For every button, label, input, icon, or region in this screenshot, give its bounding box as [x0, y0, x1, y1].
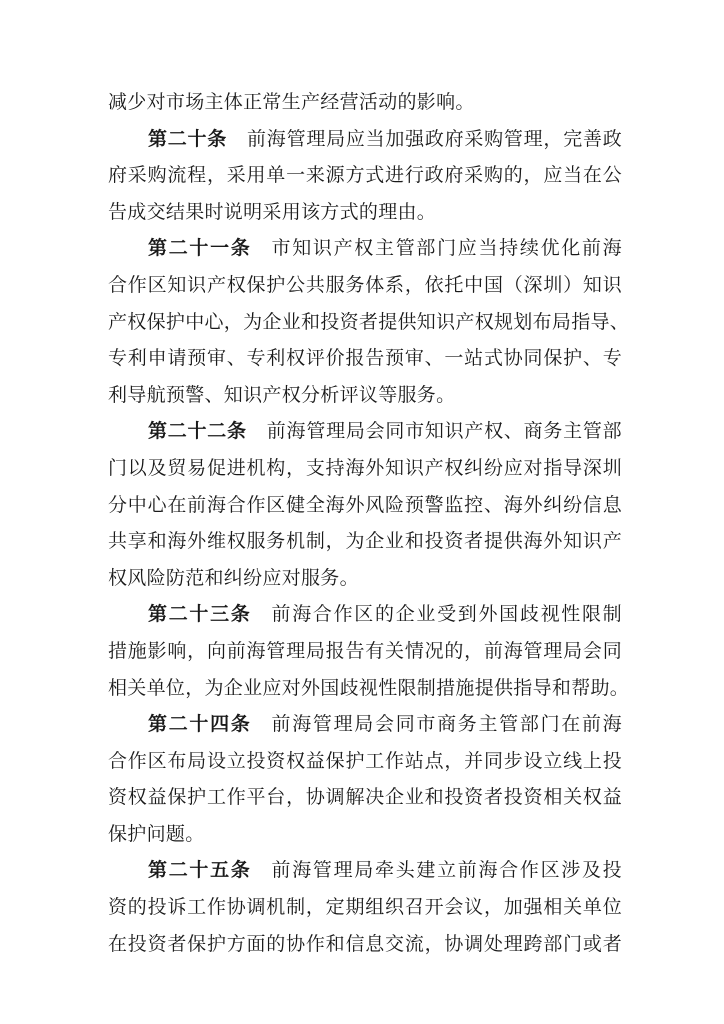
line-text: 分中心在前海合作区健全海外风险预警监控、海外纠纷信息: [108, 493, 622, 516]
article-number: 第二十三条: [148, 603, 252, 626]
line-text: 前海管理局会同市知识产权、商务主管部: [266, 420, 622, 443]
text-line: [108, 889, 622, 926]
line-text: 前海管理局会同市商务主管部门在前海: [271, 713, 622, 736]
text-line: [108, 633, 622, 670]
text-line: [108, 450, 622, 487]
line-text: 门以及贸易促进机构，支持海外知识产权纠纷应对指导深圳: [108, 456, 622, 479]
article-first-line: [108, 230, 622, 267]
text-line: [108, 523, 622, 560]
line-text: 前海管理局应当加强政府采购管理，完善政: [247, 127, 623, 150]
line-text: 相关单位，为企业应对外国歧视性限制措施提供指导和帮助。: [108, 676, 630, 699]
line-text: 合作区知识产权保护公共服务体系，依托中国（深圳）知识: [108, 273, 622, 296]
line-text: 前海合作区的企业受到外国歧视性限制: [271, 603, 622, 626]
line-text: 市知识产权主管部门应当持续优化前海: [271, 237, 622, 260]
text-line: [108, 926, 622, 963]
article-number: 第二十条: [148, 127, 228, 150]
text-line: [108, 743, 622, 780]
line-text: 资的投诉工作协调机制，定期组织召开会议，加强相关单位: [108, 896, 622, 919]
text-line: [108, 84, 622, 121]
line-text: 告成交结果时说明采用该方式的理由。: [108, 200, 437, 223]
text-line: [108, 560, 622, 597]
line-text: 减少对市场主体正常生产经营活动的影响。: [108, 91, 475, 113]
article-first-line: [108, 706, 622, 743]
line-text: 措施影响，向前海管理局报告有关情况的，前海管理局会同: [108, 639, 622, 662]
line-text: 专利申请预审、专利权评价报告预审、一站式协同保护、专: [108, 347, 622, 370]
line-text: 合作区布局设立投资权益保护工作站点，并同步设立线上投: [108, 749, 622, 772]
line-text: 共享和海外维权服务机制，为企业和投资者提供海外知识产: [108, 530, 622, 553]
text-line: [108, 194, 622, 231]
article-first-line: [108, 852, 622, 889]
line-text: 在投资者保护方面的协作和信息交流，协调处理跨部门或者: [108, 932, 622, 955]
text-line: [108, 304, 630, 341]
line-text: 资权益保护工作平台，协调解决企业和投资者投资相关权益: [108, 786, 622, 809]
text-line: [108, 267, 622, 304]
line-text: 保护问题。: [108, 822, 205, 845]
article-first-line: [108, 121, 622, 158]
article-number: 第二十五条: [148, 859, 252, 882]
text-line: [108, 487, 622, 524]
text-line: [108, 377, 622, 414]
article-first-line: [108, 413, 622, 450]
line-text: 府采购流程，采用单一来源方式进行政府采购的，应当在公: [108, 164, 622, 187]
line-text: 权风险防范和纠纷应对服务。: [108, 566, 359, 589]
text-line: [108, 340, 622, 377]
text-line: [108, 670, 630, 707]
article-number: 第二十四条: [148, 713, 252, 736]
line-text: 利导航预警、知识产权分析评议等服务。: [108, 383, 456, 406]
article-first-line: [108, 596, 622, 633]
line-text: 产权保护中心，为企业和投资者提供知识产权规划布局指导、: [108, 310, 630, 333]
article-number: 第二十一条: [148, 237, 252, 260]
article-number: 第二十二条: [148, 420, 247, 443]
document-page: [108, 84, 630, 962]
text-line: [108, 779, 622, 816]
line-text: 前海管理局牵头建立前海合作区涉及投: [271, 859, 622, 882]
text-line: [108, 816, 622, 853]
text-line: [108, 157, 622, 194]
